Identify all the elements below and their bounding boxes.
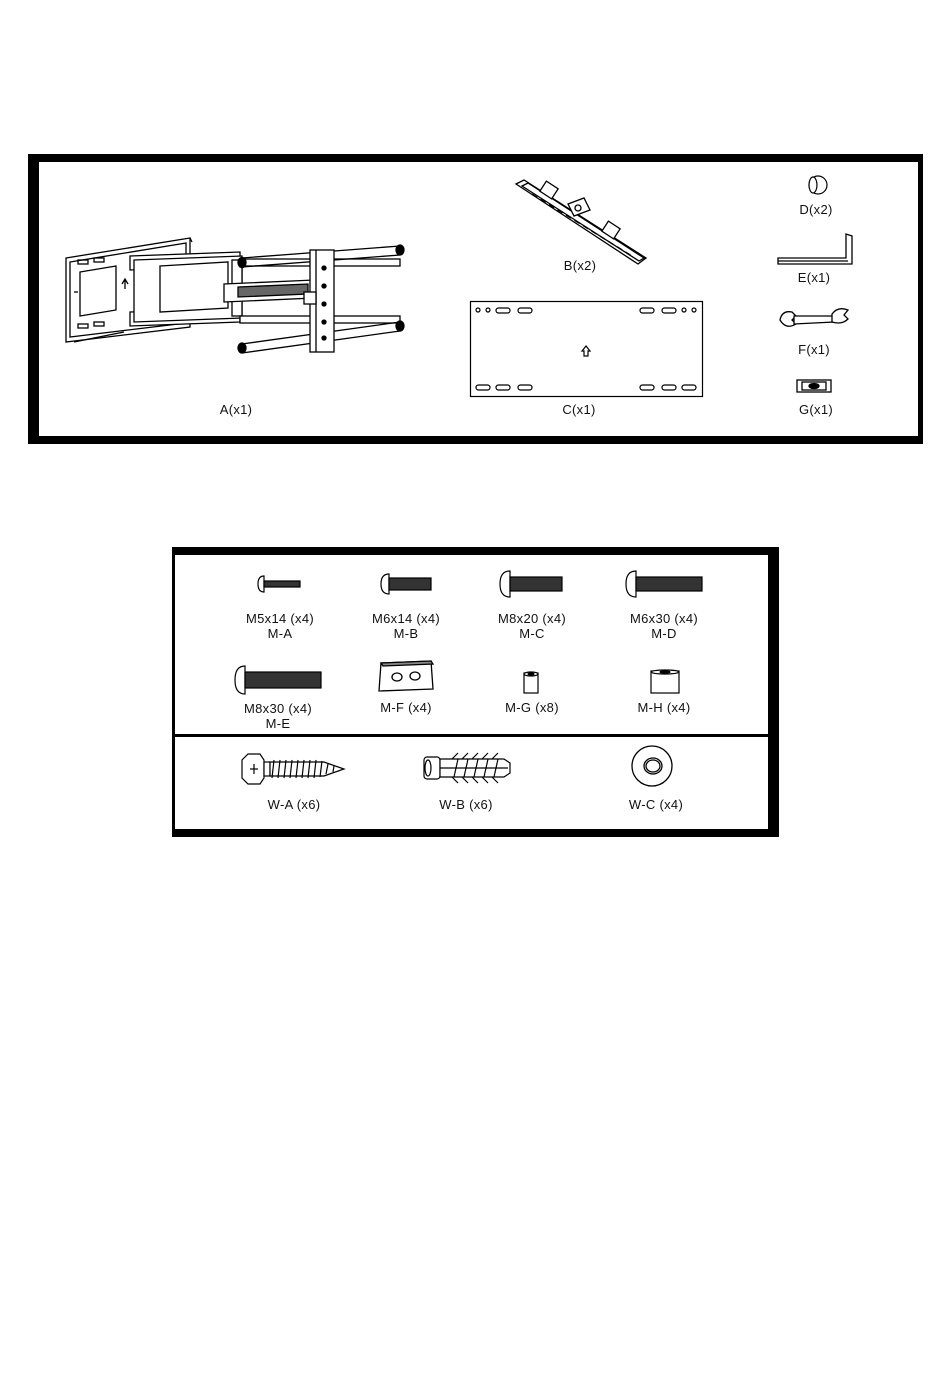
part-f-label: F(x1)	[798, 342, 830, 357]
wall-mount-arm-drawing	[64, 232, 410, 357]
wrench-drawing	[776, 306, 852, 334]
washer-drawing	[630, 744, 674, 788]
level-drawing	[796, 378, 832, 394]
lag-bolt-drawing	[240, 752, 348, 786]
m-a-code-label: M-A	[267, 626, 293, 641]
bolt-m8x20-drawing	[498, 569, 566, 599]
bolt-m6x30-drawing	[624, 569, 706, 599]
part-g-label: G(x1)	[799, 402, 833, 417]
w-c-label: W-C (x4)	[628, 797, 684, 812]
m-d-size-label: M6x30 (x4)	[629, 611, 699, 626]
part-d-label: D(x2)	[799, 202, 833, 217]
m-b-code-label: M-B	[393, 626, 419, 641]
part-a-label: A(x1)	[219, 402, 253, 417]
wall-anchor-drawing	[422, 751, 512, 785]
w-b-label: W-B (x6)	[439, 797, 493, 812]
m-c-code-label: M-C	[519, 626, 545, 641]
m-h-label: M-H (x4)	[637, 700, 691, 715]
part-c-label: C(x1)	[562, 402, 596, 417]
part-e-label: E(x1)	[797, 270, 831, 285]
m-c-size-label: M8x20 (x4)	[497, 611, 567, 626]
w-a-label: W-A (x6)	[267, 797, 321, 812]
cap-drawing	[804, 173, 830, 197]
hex-key-drawing	[776, 232, 856, 268]
spacer-long-drawing	[649, 668, 681, 696]
spacer-short-drawing	[522, 670, 540, 696]
plate-drawing	[470, 301, 704, 397]
spacer-plate-drawing	[377, 659, 437, 695]
m-b-size-label: M6x14 (x4)	[371, 611, 441, 626]
m-a-size-label: M5x14 (x4)	[245, 611, 315, 626]
m-e-size-label: M8x30 (x4)	[243, 701, 313, 716]
bolt-m8x30-drawing	[233, 664, 325, 696]
m-e-code-label: M-E	[265, 716, 291, 731]
bolt-m6x14-drawing	[379, 572, 435, 596]
m-d-code-label: M-D	[651, 626, 677, 641]
adapter-strip-drawing	[512, 178, 652, 268]
hardware-divider	[172, 734, 779, 737]
bolt-m5x14-drawing	[256, 574, 304, 594]
m-g-label: M-G (x8)	[505, 700, 559, 715]
part-b-label: B(x2)	[563, 258, 597, 273]
m-f-label: M-F (x4)	[380, 700, 432, 715]
